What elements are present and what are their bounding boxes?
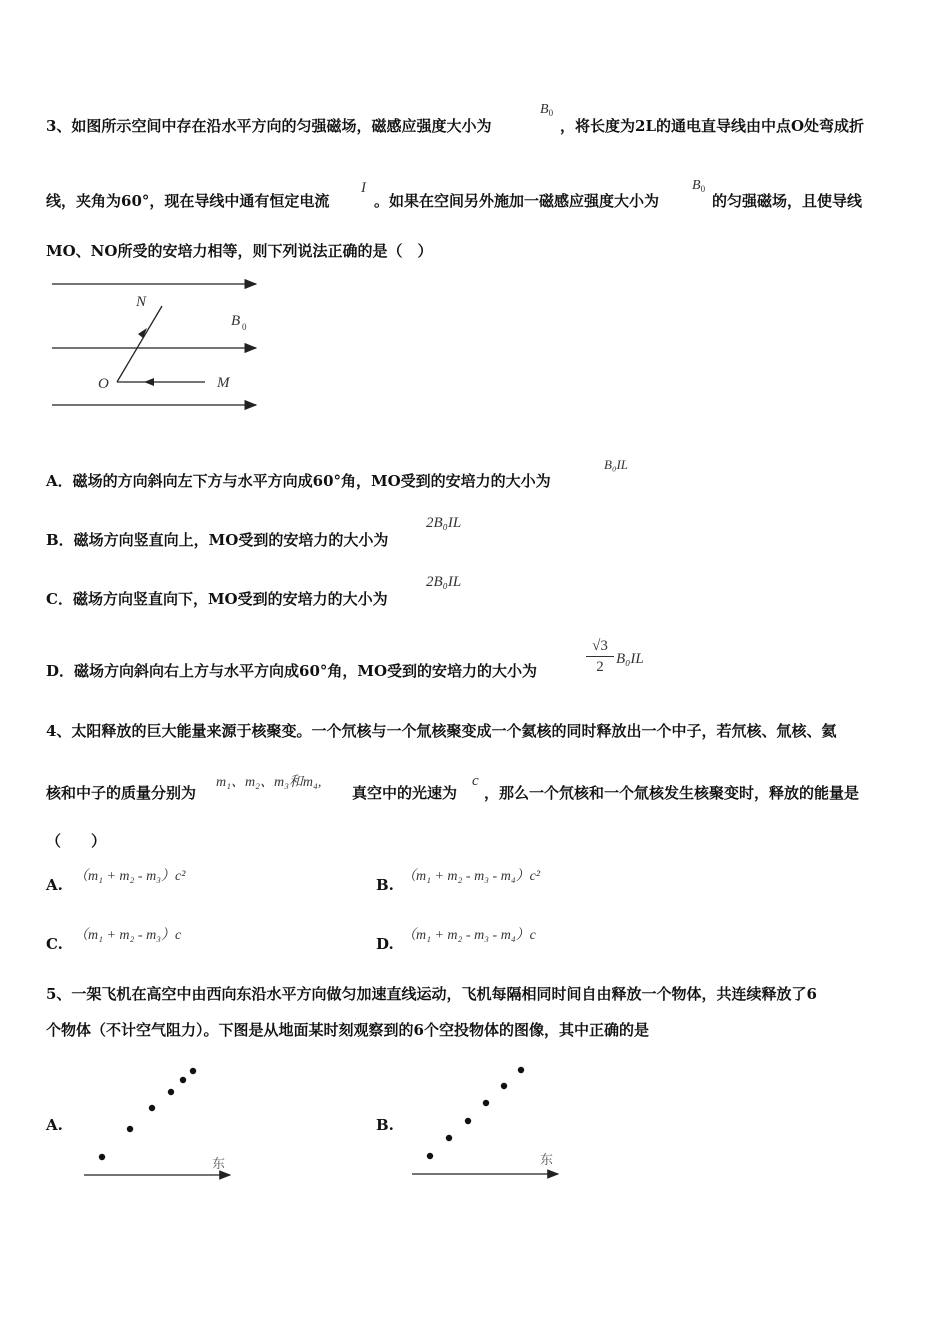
q3-option-d-tail: B₀IL: [616, 651, 644, 667]
object-dot: [180, 1077, 186, 1083]
q4-c-symbol: c: [472, 773, 479, 789]
label-n: N: [136, 294, 147, 310]
q3-line3: MO、NO所受的安培力相等，则下列说法正确的是（ ）: [46, 242, 433, 260]
q3-option-d: D．磁场方向斜向右上方与水平方向成60°角，MO受到的安培力的大小为: [46, 662, 538, 680]
q4-line3: （ ）: [46, 832, 107, 850]
fraction-numerator: √3: [586, 636, 614, 657]
q5-line2: 个物体（不计空气阻力）。下图是从地面某时刻观察到的6个空投物体的图像，其中正确的是: [46, 1021, 649, 1039]
q5-line1: 5、一架飞机在高空中由西向东沿水平方向做匀加速直线运动，飞机每隔相同时间自由释放一个物体，共连续释放了6: [46, 985, 817, 1003]
object-dot: [501, 1083, 507, 1089]
q3-option-c-expr: 2B₀IL: [426, 574, 462, 590]
object-dot: [427, 1153, 433, 1159]
q4-option-b-expr: （m₁ + m₂ - m₃ - m₄）c²: [402, 869, 541, 884]
q4-option-d-label: D.: [376, 935, 394, 953]
east-label: 东: [540, 1152, 554, 1167]
q4-option-a-expr: （m₁ + m₂ - m₃）c²: [74, 869, 186, 884]
q3-option-b-expr: 2B₀IL: [426, 515, 462, 531]
q4-option-c-label: C.: [46, 935, 63, 953]
label-b0-sub: 0: [242, 322, 247, 332]
object-dot: [446, 1135, 452, 1141]
q4-option-a-label: A.: [46, 876, 63, 894]
q3-option-b: B．磁场方向竖直向上，MO受到的安培力的大小为: [46, 531, 389, 549]
q3-line1-end: ，将长度为2L的通电直导线由中点O处弯成折: [560, 117, 865, 135]
q4-masses: m₁、m₂、m₃和m₄,: [216, 775, 322, 790]
label-m: M: [217, 375, 230, 391]
q4-line2-end: ，那么一个氘核和一个氚核发生核聚变时，释放的能量是: [484, 784, 860, 802]
q4-option-d-expr: （m₁ + m₂ - m₃ - m₄）c: [402, 928, 536, 943]
object-dot: [483, 1100, 489, 1106]
q5-option-a-label: A.: [46, 1116, 63, 1134]
q4-line1: 4、太阳释放的巨大能量来源于核聚变。一个氘核与一个氚核聚变成一个氦核的同时释放出一个中子，若氘核、氚核、氦: [46, 722, 837, 740]
q3-option-d-fraction: [586, 636, 614, 677]
q3-line1-text: 3、如图所示空间中存在沿水平方向的匀强磁场，磁感应强度大小为: [46, 117, 492, 135]
q4-line2: 核和中子的质量分别为: [46, 784, 197, 802]
east-label: 东: [212, 1156, 226, 1171]
q5-option-a-figure: [80, 1060, 240, 1185]
object-dot: [168, 1089, 174, 1095]
wire-on: [117, 306, 162, 382]
object-dot: [518, 1067, 524, 1073]
label-o: O: [98, 376, 109, 392]
object-dot: [127, 1126, 133, 1132]
object-dot: [99, 1154, 105, 1160]
q4-option-b-label: B.: [376, 876, 394, 894]
object-dot: [149, 1105, 155, 1111]
q5-option-b-label: B.: [376, 1116, 394, 1134]
wire-om-arrow: [144, 378, 154, 386]
object-dot: [190, 1068, 196, 1074]
q3-option-c: C．磁场方向竖直向下，MO受到的安培力的大小为: [46, 590, 388, 608]
q3-line1: [46, 115, 491, 136]
q3-b0-symbol: $B_0$: [540, 102, 554, 118]
label-b0: B: [231, 313, 241, 329]
q4-option-c-expr: （m₁ + m₂ - m₃）c: [74, 928, 182, 943]
q3-line2-mid: 。如果在空间另外施加一磁感应强度大小为: [374, 192, 660, 210]
q3-current-symbol: I: [361, 180, 366, 196]
q3-b0-symbol-2: $B_0$: [692, 178, 706, 194]
q3-line2-end: 的匀强磁场，且使导线: [712, 192, 863, 210]
q3-option-a: A．磁场的方向斜向左下方与水平方向成60°角，MO受到的安培力的大小为: [46, 472, 551, 490]
q5-option-b-figure: [408, 1060, 568, 1185]
q3-field-diagram: [40, 270, 280, 420]
fraction-denominator: 2: [596, 659, 604, 675]
object-dot: [465, 1118, 471, 1124]
q3-line2: 线，夹角为60°，现在导线中通有恒定电流: [46, 192, 330, 210]
q4-line2-mid: 真空中的光速为: [352, 784, 458, 802]
q3-option-a-expr: B₀IL: [604, 457, 629, 472]
